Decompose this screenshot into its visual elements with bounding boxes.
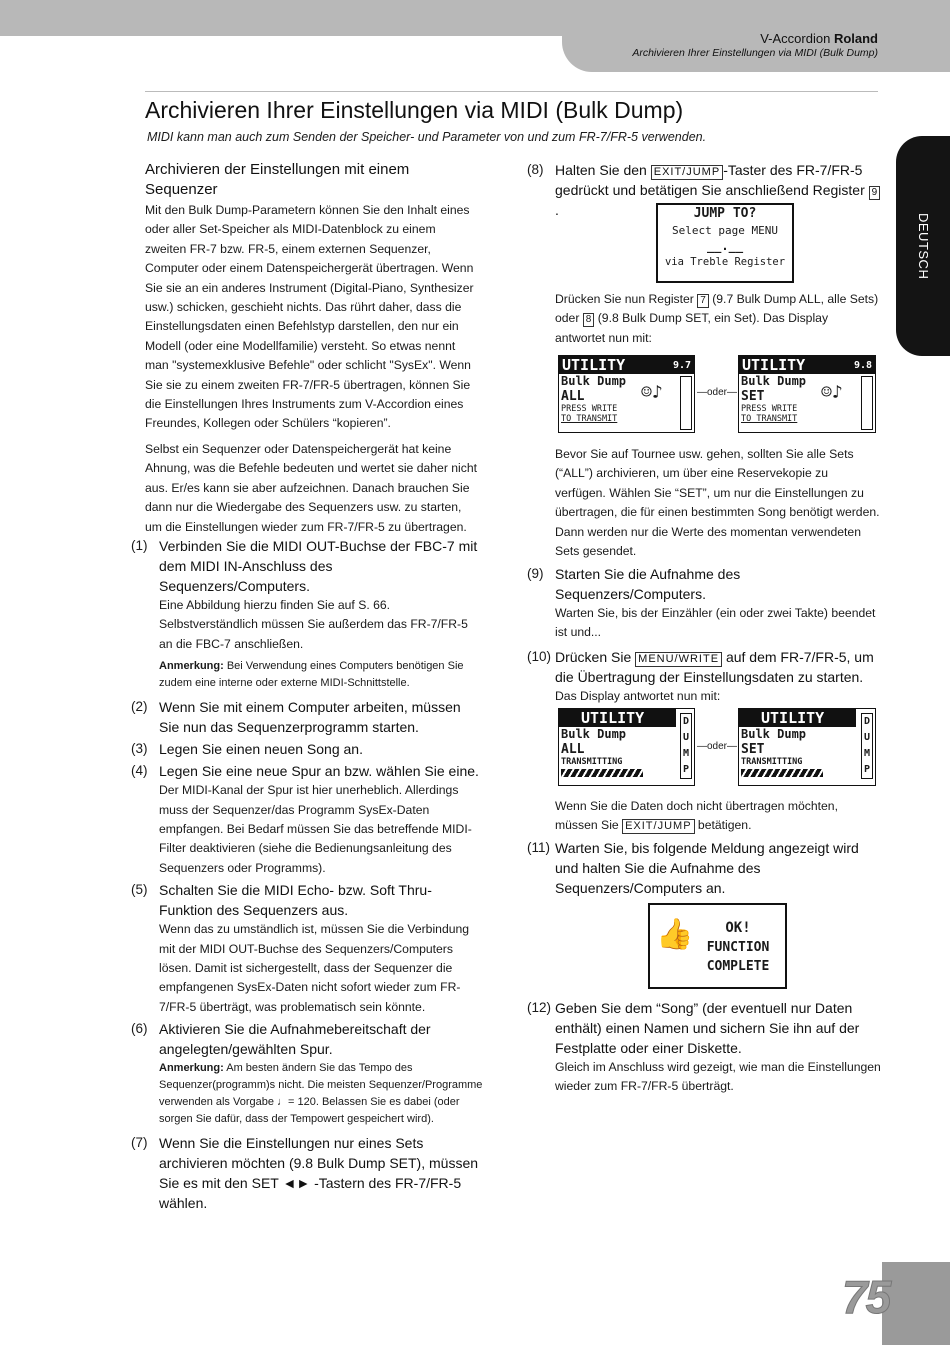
step-heading: Aktivieren Sie die Aufnahmebereitschaft der angelegten/gewählten Spur. [159,1021,431,1058]
step-text: Wenn das zu umständlich ist, müssen Sie die Verbindung mit der MIDI OUT-Buchse des Sequenzers/Computers lösen. Damit ist sichergestellt, dass der Sequenzer die empfangenen SysEx-Daten nicht sofort wieder zum FR-7/FR-5 überträgt, was problematisch sein könnte. [159,922,470,1014]
register-key: 9 [869,186,881,200]
language-label: DEUTSCH [916,212,931,280]
language-tab [896,136,950,356]
lcd-value: ALL [561,389,585,404]
page-number-block [842,1262,950,1345]
step-text: Das Display antwortet nun mit: [555,688,721,703]
lcd-footer: PRESS WRITE [561,404,618,414]
left-column [145,160,480,543]
step-number: (6) [131,1021,148,1037]
brand-prefix: V-Accordion [760,31,831,46]
lcd-page: 9.7 [672,360,691,371]
step-heading: Wenn Sie die Einstellungen nur eines Sets archivieren möchten (9.8 Bulk Dump SET), müssen Sie es mit den SET ◄► -Tastern des FR-7/FR-5 wählen. [159,1135,479,1212]
header-subtitle: Archivieren Ihrer Einstellungen via MIDI (Bulk Dump) [632,47,878,59]
step-note [159,658,483,692]
oder-label: —oder— [697,387,738,398]
lcd-line: JUMP TO? [693,206,757,221]
text: (9.7 Bulk Dump ALL, alle Sets) oder [555,292,879,326]
step-number: (3) [131,741,148,757]
step-4 [131,761,483,878]
step-heading: Wenn Sie mit einem Computer arbeiten, müssen Sie nun das Sequenzerprogramm starten. [159,699,461,736]
title-rule [145,91,878,92]
lcd-footer: TRANSMITTING [741,757,803,767]
oder-text: oder [707,387,728,398]
lcd-param: Bulk Dump [741,374,807,388]
brand-name: Roland [833,31,878,46]
thumbs-up-icon: 👍 [656,917,694,952]
step-number: (8) [527,162,544,177]
lcd-bulk-dump-all [558,355,695,433]
speaker-icon: ☺♪ [641,382,663,403]
step-heading: Verbinden Sie die MIDI OUT-Buchse der FBC-7 mit dem MIDI IN-Anschluss des Sequenzers/Computers. [159,538,478,594]
lcd-param: Bulk Dump [741,727,807,741]
step-number: (10) [527,648,552,664]
note-text: Am besten ändern Sie das Tempo des Sequenzer(programm)s nicht. Die meisten Sequenzer/Programme verwenden als Vorgabe ♩= 120. Belassen Sie es dabei (oder sorgen Sie dafür, dass der Tempowert gespeichert wird). [159,1062,483,1126]
exit-jump-key: EXIT/JUMP [651,165,723,180]
step-11-block [527,838,882,900]
lcd-title: UTILITY [742,356,806,374]
lcd-value: SET [741,389,765,404]
step-12 [527,998,882,1097]
step-6 [131,1019,483,1128]
progress-bar [741,769,823,777]
lcd-title: UTILITY [559,709,676,727]
step-7 [131,1133,483,1213]
lcd-footer: TO TRANSMIT [741,414,798,424]
step-number: (9) [527,566,544,581]
step-heading: Warten Sie, bis folgende Meldung angezeigt wird und halten Sie die Aufnahme des Sequenzers/Computers an. [555,840,859,896]
step-1 [131,536,483,692]
scrollbar-icon [861,376,873,430]
menu-write-key: MENU/WRITE [635,652,722,667]
ok-lcd [648,903,787,989]
step-number: (11) [527,840,551,855]
step-text: Warten Sie, bis der Einzähler (ein oder zwei Takte) beendet ist und... [555,606,876,640]
step-text: Drücken Sie [555,648,632,665]
step-heading: Legen Sie eine neue Spur an bzw. wählen Sie eine. [159,763,479,780]
note-label: Anmerkung: [159,1062,224,1075]
step-12-block [527,998,882,1099]
lcd-bulk-dump-set [738,355,876,433]
text: betätigen. [697,818,752,833]
left-steps [131,536,483,1215]
text: (9.8 Bulk Dump SET, ein Set). Das Display antwortet nun mit: [555,311,829,345]
register-key: 8 [583,313,595,327]
progress-bar [561,769,643,777]
lcd-side-label: DUMP [861,713,873,779]
step-3 [131,739,483,759]
tour-paragraph [555,445,880,561]
step-2 [131,697,483,737]
lcd-line: via Treble Register [664,256,786,268]
speaker-icon: ☺♪ [821,382,843,403]
step-heading: Starten Sie die Aufnahme des Sequenzers/Computers. [555,566,741,602]
lcd-value: ALL [561,742,585,757]
lcd-transmitting-set [738,708,876,786]
intro-paragraph: Mit den Bulk Dump-Parametern können Sie den Inhalt eines oder aller Set-Speicher als MIDI-Datenblock zu einem zweiten FR-7 bzw. FR-5, einem externen Sequenzer, Computer oder einem Datenspeichergerät übertragen. Wenn Sie sie an ein anderes Instrument (Digital-Piano, Synthesizer usw.) schicken, geschieht nichts. Das rührt daher, dass die Einstellungsdaten einen Befehlstyp darstellen, den nur ein Modell (oder eine Modellfamilie) versteht. So etwas nennt man "systemexklusive Befehle" oder schlicht "SysEx". Wenn Sie sie zu einem zweiten FR-7/FR-5 übertragen, können Sie die Einstellungen Ihres Instruments zum V-Accordion eines Freundes, Kollegen oder Schülers “kopieren”. [145,203,474,431]
note-text: Bei Verwendung eines Computers benötigen Sie zudem eine interne oder externe MIDI-Schnittstelle. [159,660,464,690]
second-paragraph: Selbst ein Sequenzer oder Datenspeichergerät hat keine Ahnung, was die Befehle bedeuten und wertet sie daher nicht aus. Er/es kann sie aber aufzeichnen. Danach brauchen Sie dann nur die Wiedergabe des Sequenzers usw. zu starten, um die Einstellungen wieder zum FR-7/FR-5 zu übertragen. [145,441,478,534]
step-number: (1) [131,538,148,553]
oder-label: —oder— [697,741,738,752]
step-note [159,1060,483,1128]
lcd-line: __.__ [706,239,744,253]
step-heading: Geben Sie dem “Song” (der eventuell nur Daten enthält) einen Namen und sichern Sie ihn auf der Festplatte oder einer Diskette. [555,1000,860,1056]
right-steps [527,564,882,708]
step-text: Halten Sie den [555,162,647,178]
scrollbar-icon [680,376,692,430]
step-text: auf dem FR-7/FR-5, um die Übertragung der Einstellungsdaten zu starten. [555,648,874,685]
step-number: (2) [131,699,148,715]
lcd-title: UTILITY [739,709,856,727]
text: Bevor Sie auf Tournee usw. gehen, sollten Sie alle Sets (“ALL”) archivieren, um über eine Reservekopie zu verfügen. Wählen Sie “SET”, um nur die Einstellungen zu übertragen, die für einen bestimmten Song benötigt werden. Dann werden nur die Werte des momentan verwendeten Sets gesendet. [555,447,880,559]
header-brand [760,31,878,46]
page-subtitle: MIDI kann man auch zum Senden der Speicher- und Parameter von und zum FR-7/FR-5 verwenden. [147,130,707,144]
lcd-value: SET [741,742,765,757]
jump-lcd [656,203,794,283]
step-11 [527,838,882,898]
step-heading: Schalten Sie die MIDI Echo- bzw. Soft Thru-Funktion des Sequenzers aus. [159,882,432,919]
cancel-paragraph [555,797,880,836]
lcd-page: 9.8 [853,360,872,371]
note-label: Anmerkung: [159,660,224,673]
lcd-title: UTILITY [562,356,626,374]
lcd-line: FUNCTION [706,940,770,955]
step-text: Gleich im Anschluss wird gezeigt, wie man die Einstellungen wieder zum FR-7/FR-5 überträgt. [555,1060,881,1094]
oder-text: oder [707,741,728,752]
lcd-line: COMPLETE [706,959,770,974]
text: Drücken Sie nun Register [555,292,694,306]
step-text: Eine Abbildung hierzu finden Sie auf S. 66. Selbstverständlich müssen Sie außerdem das FR-7/FR-5 an die FBC-7 anschließen. [159,598,468,651]
text: Wenn Sie die Daten doch nicht übertragen möchten, müssen Sie [555,799,838,833]
lcd-param: Bulk Dump [561,374,627,388]
lcd-footer: TO TRANSMIT [561,414,618,424]
register-instruction [555,290,880,348]
step-number: (5) [131,882,148,898]
exit-jump-key: EXIT/JUMP [622,819,694,834]
step-text: Der MIDI-Kanal der Spur ist hier unerheblich. Allerdings muss der Sequenzer/das Programm SysEx-Daten empfangen. Bei Bedarf müssen Sie das betreffende MIDI-Filter deaktivieren (siehe die Bedienungsanleitung des Sequenzers oder Programms). [159,783,472,875]
lcd-transmitting-all [558,708,695,786]
step-number: (7) [131,1135,148,1151]
step-9 [527,564,882,643]
page-number: 75 [842,1271,890,1323]
step-text: -Taster des FR-7/FR-5 gedrückt und betätigen Sie anschließend Register [555,162,865,198]
page-title: Archivieren Ihrer Einstellungen via MIDI (Bulk Dump) [145,97,684,123]
step-5 [131,880,483,1017]
register-key: 7 [697,294,709,308]
step-end: . [555,202,559,218]
lcd-param: Bulk Dump [561,727,627,741]
section-heading: Archivieren der Einstellungen mit einem Sequenzer [145,161,410,198]
lcd-line: Select page MENU [672,224,778,237]
step-10 [527,647,882,706]
lcd-footer: PRESS WRITE [741,404,798,414]
step-number: (12) [527,1000,552,1015]
step-number: (4) [131,763,148,779]
lcd-footer: TRANSMITTING [561,757,623,767]
lcd-side-label: DUMP [680,713,692,779]
step-heading: Legen Sie einen neuen Song an. [159,741,363,758]
lcd-line: OK! [725,920,751,936]
